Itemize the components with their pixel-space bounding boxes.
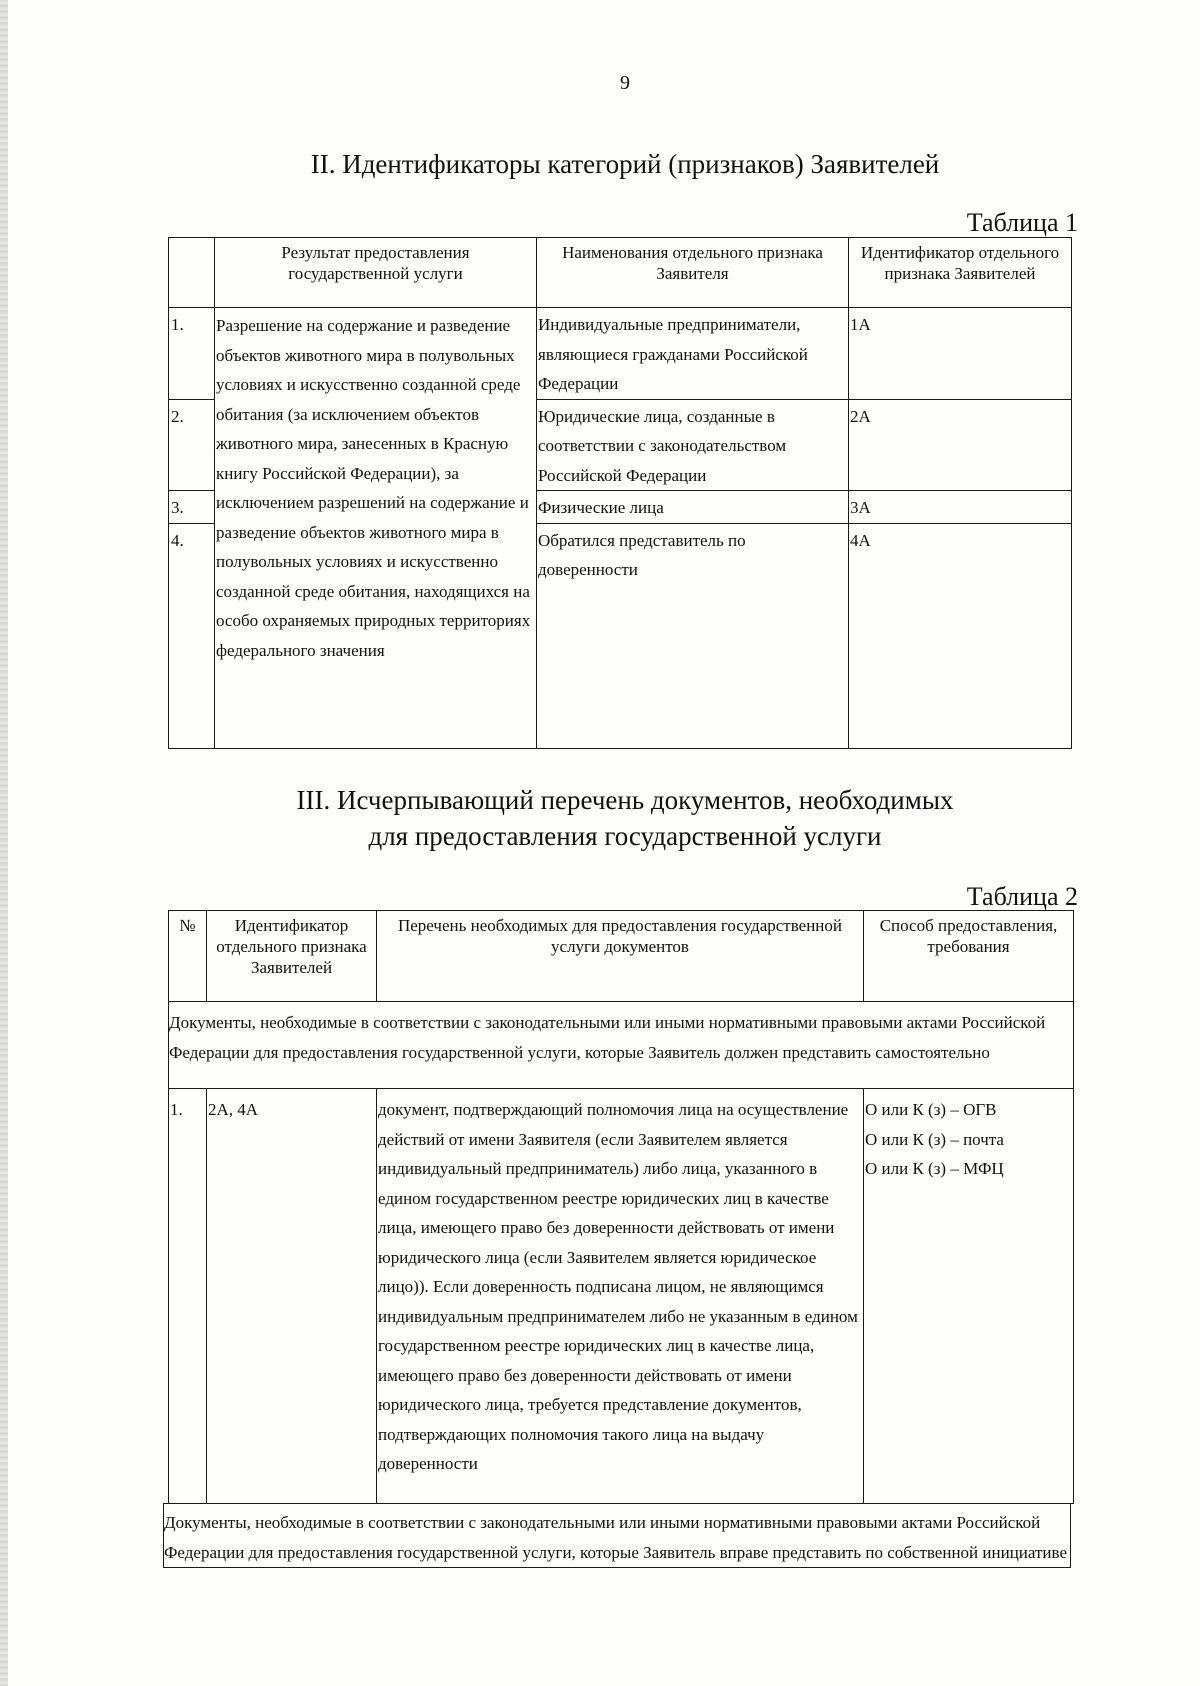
section-3-title-line-2: для предоставления государственной услуги [368, 821, 882, 851]
table-2-band-optional: Документы, необходимые в соответствии с законодательными или иными нормативными правовыми актами Российской Федерации для предоставления государственной услуги, которые Заявитель вправе представить по собственной инициативе [163, 1503, 1071, 1568]
table-2-band-mandatory [169, 1002, 1074, 1089]
table-2-header-num: № [169, 911, 207, 1002]
table-1-header-result: Результат предоставления государственной услуги [215, 238, 537, 308]
table-2-caption: Таблица 2 [966, 882, 1078, 911]
feature-identifier: 2А [849, 399, 1072, 491]
row-number: 1. [169, 308, 215, 400]
feature-name: Индивидуальные предприниматели, являющиеся гражданами Российской Федерации [537, 308, 849, 400]
feature-identifier: 3А [849, 491, 1072, 524]
row-number: 2. [169, 399, 215, 491]
row-identifiers: 2А, 4А [207, 1089, 377, 1504]
table-2-header-method: Способ предоставления, требования [864, 911, 1074, 1002]
page-number: 9 [620, 72, 630, 94]
section-2-title: II. Идентификаторы категорий (признаков) Заявителей [310, 149, 940, 179]
band-mandatory-text: Документы, необходимые в соответствии с законодательными или иными нормативными правовыми актами Российской Федерации для предоставления государственной услуги, которые Заявитель должен представить самостоятельно [169, 1002, 1074, 1089]
table-2 [168, 910, 1074, 1504]
section-3-title [0, 782, 1200, 854]
row-number: 4. [169, 523, 215, 748]
feature-name: Обратился представитель по доверенности [537, 523, 849, 748]
table-1-header-row [169, 238, 1072, 308]
row-number: 1. [169, 1089, 207, 1504]
document-description: документ, подтверждающий полномочия лица на осуществление действий от имени Заявителя (если Заявителем является индивидуальный предприниматель) либо лица, указанного в едином государственном реестре юридических лиц в качестве лица, имеющего право без доверенности действовать от имени юридического лица (если Заявителем является юридическое лицо)). Если доверенность подписана лицом, не являющимся индивидуальным предпринимателем либо не указанным в едином государственном реестре юридических лиц в качестве лица, имеющего право без доверенности действовать от имени юридического лица, требуется представление документов, подтверждающих полномочия такого лица на выдачу доверенности [377, 1089, 864, 1504]
table-1-caption: Таблица 1 [966, 208, 1078, 237]
table-1-header-feature-name: Наименования отдельного признака Заявителя [537, 238, 849, 308]
table-row [169, 1089, 1074, 1504]
section-3-title-line-1: III. Исчерпывающий перечень документов, необходимых [296, 785, 954, 815]
feature-identifier: 1А [849, 308, 1072, 400]
feature-name: Юридические лица, созданные в соответствии с законодательством Российской Федерации [537, 399, 849, 491]
result-description: Разрешение на содержание и разведение объектов животного мира в полувольных условиях и искусственно созданной среде обитания (за исключением объектов животного мира, занесенных в Красную книгу Российской Федерации), за исключением разрешений на содержание и разведение объектов животного мира в полувольных условиях и искусственно созданной среде обитания, находящихся на особо охраняемых природных территориях федерального значения [215, 308, 537, 749]
table-1-header-identifier: Идентификатор отдельного признака Заявителей [849, 238, 1072, 308]
table-row [169, 308, 1072, 400]
feature-name: Физические лица [537, 491, 849, 524]
row-number: 3. [169, 491, 215, 524]
table-1 [168, 237, 1072, 749]
feature-identifier: 4А [849, 523, 1072, 748]
table-2-header-row [169, 911, 1074, 1002]
table-1-header-num [169, 238, 215, 308]
submission-methods [864, 1089, 1074, 1504]
table-2-header-documents: Перечень необходимых для предоставления государственной услуги документов [377, 911, 864, 1002]
table-2-header-identifier: Идентификатор отдельного признака Заявителей [207, 911, 377, 1002]
method-item: О или К (з) – ОГВ [865, 1100, 997, 1119]
method-item: О или К (з) – почта [865, 1129, 1004, 1149]
method-item: О или К (з) – МФЦ [865, 1159, 1004, 1178]
